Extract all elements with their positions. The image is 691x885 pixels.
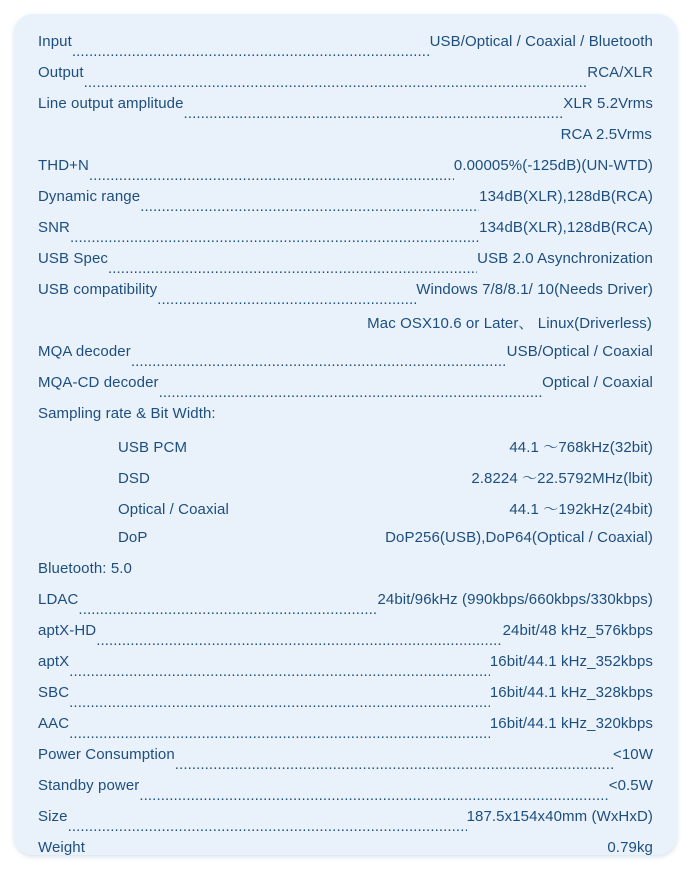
dot-leader [68, 820, 467, 834]
spec-value: Windows 7/8/8.1/ 10(Needs Driver) [416, 281, 653, 298]
spec-label: Input [38, 33, 72, 50]
spec-row [38, 157, 653, 188]
dot-leader [139, 789, 608, 803]
spec-value: 24bit/96kHz (990kbps/660kbps/330kbps) [377, 591, 653, 608]
spec-row [38, 188, 653, 219]
spec-section-heading [38, 405, 653, 436]
spec-label: Power Consumption [38, 746, 175, 763]
spec-value: <10W [612, 746, 653, 763]
spec-row [38, 746, 653, 777]
dot-leader [89, 169, 454, 183]
spec-row [38, 343, 653, 374]
spec-value: Mac OSX10.6 or Later、 Linux(Driverless) [367, 315, 652, 332]
spec-value: 44.1 ～768kHz(32bit) [509, 439, 653, 456]
spec-label: Bluetooth: 5.0 [38, 560, 132, 577]
spec-row [38, 808, 653, 839]
dot-leader [78, 603, 377, 617]
spec-value: 16bit/44.1 kHz_328kbps [489, 684, 653, 701]
spec-label: Output [38, 64, 84, 81]
spec-value: <0.5W [608, 777, 653, 794]
spec-row [38, 560, 653, 591]
spec-label: Dynamic range [38, 188, 141, 205]
spec-row [38, 219, 653, 250]
spec-value: USB/Optical / Coaxial [506, 343, 653, 360]
spec-row [38, 839, 653, 855]
spec-value: 187.5x154x40mm (WxHxD) [466, 808, 653, 825]
spec-row [38, 591, 653, 622]
dot-leader [69, 696, 490, 710]
spec-row-indented [38, 529, 653, 560]
spec-value: 44.1 ～192kHz(24bit) [509, 501, 653, 518]
spec-value: USB/Optical / Coaxial / Bluetooth [429, 33, 653, 50]
spec-label: USB PCM [118, 439, 188, 456]
spec-label: SNR [38, 219, 70, 236]
spec-value: 134dB(XLR),128dB(RCA) [479, 188, 653, 205]
dot-leader [84, 76, 588, 90]
spec-row [38, 622, 653, 653]
dot-leader [70, 231, 479, 245]
spec-value: XLR 5.2Vrms [563, 95, 653, 112]
spec-value: 2.8224 ～22.5792MHz(lbit) [471, 470, 653, 487]
spec-label: LDAC [38, 591, 79, 608]
spec-value: 134dB(XLR),128dB(RCA) [479, 219, 653, 236]
spec-row-continuation [38, 312, 653, 343]
dot-leader [157, 293, 416, 307]
spec-row [38, 777, 653, 808]
spec-value: 24bit/48 kHz_576kbps [502, 622, 653, 639]
spec-label: aptX-HD [38, 622, 97, 639]
dot-leader [69, 727, 490, 741]
spec-value: Optical / Coaxial [542, 374, 653, 391]
spec-label: Weight [38, 839, 86, 855]
spec-row [38, 374, 653, 405]
spec-row-indented [38, 467, 653, 498]
spec-row [38, 281, 653, 312]
spec-label: USB compatibility [38, 281, 158, 298]
spec-label: AAC [38, 715, 70, 732]
spec-label: SBC [38, 684, 70, 701]
spec-label: DSD [118, 470, 150, 487]
spec-row-indented [38, 498, 653, 529]
spec-row [38, 653, 653, 684]
spec-value: 0.79kg [607, 839, 653, 855]
spec-value: 16bit/44.1 kHz_352kbps [489, 653, 653, 670]
spec-label: MQA-CD decoder [38, 374, 159, 391]
spec-label: Optical / Coaxial [118, 501, 229, 518]
dot-leader [175, 758, 613, 772]
spec-row-indented [38, 436, 653, 467]
spec-label: Size [38, 808, 68, 825]
spec-value: 0.00005%(-125dB)(UN-WTD) [453, 157, 653, 174]
dot-leader [69, 665, 490, 679]
spec-row-continuation [38, 126, 653, 157]
dot-leader [108, 262, 477, 276]
dot-leader [85, 851, 607, 856]
dot-leader [131, 355, 507, 369]
dot-leader [140, 200, 479, 214]
dot-leader [96, 634, 502, 648]
spec-label: USB Spec [38, 250, 108, 267]
spec-row [38, 684, 653, 715]
spec-row [38, 250, 653, 281]
spec-value: 16bit/44.1 kHz_320kbps [489, 715, 653, 732]
spec-label: Sampling rate & Bit Width: [38, 405, 216, 422]
spec-value: RCA 2.5Vrms [560, 126, 652, 143]
spec-row [38, 715, 653, 746]
specification-card [14, 14, 677, 855]
specification-list [38, 33, 653, 855]
spec-row [38, 64, 653, 95]
spec-value: USB 2.0 Asynchronization [477, 250, 653, 267]
spec-label: DoP [118, 529, 148, 546]
dot-leader [159, 386, 542, 400]
spec-label: THD+N [38, 157, 89, 174]
spec-row [38, 33, 653, 64]
spec-label: MQA decoder [38, 343, 131, 360]
spec-label: Standby power [38, 777, 140, 794]
spec-value: DoP256(USB),DoP64(Optical / Coaxial) [385, 529, 653, 546]
dot-leader [72, 45, 430, 59]
spec-label: aptX [38, 653, 70, 670]
spec-row [38, 95, 653, 126]
spec-label: Line output amplitude [38, 95, 184, 112]
spec-value: RCA/XLR [587, 64, 653, 81]
dot-leader [184, 107, 564, 121]
